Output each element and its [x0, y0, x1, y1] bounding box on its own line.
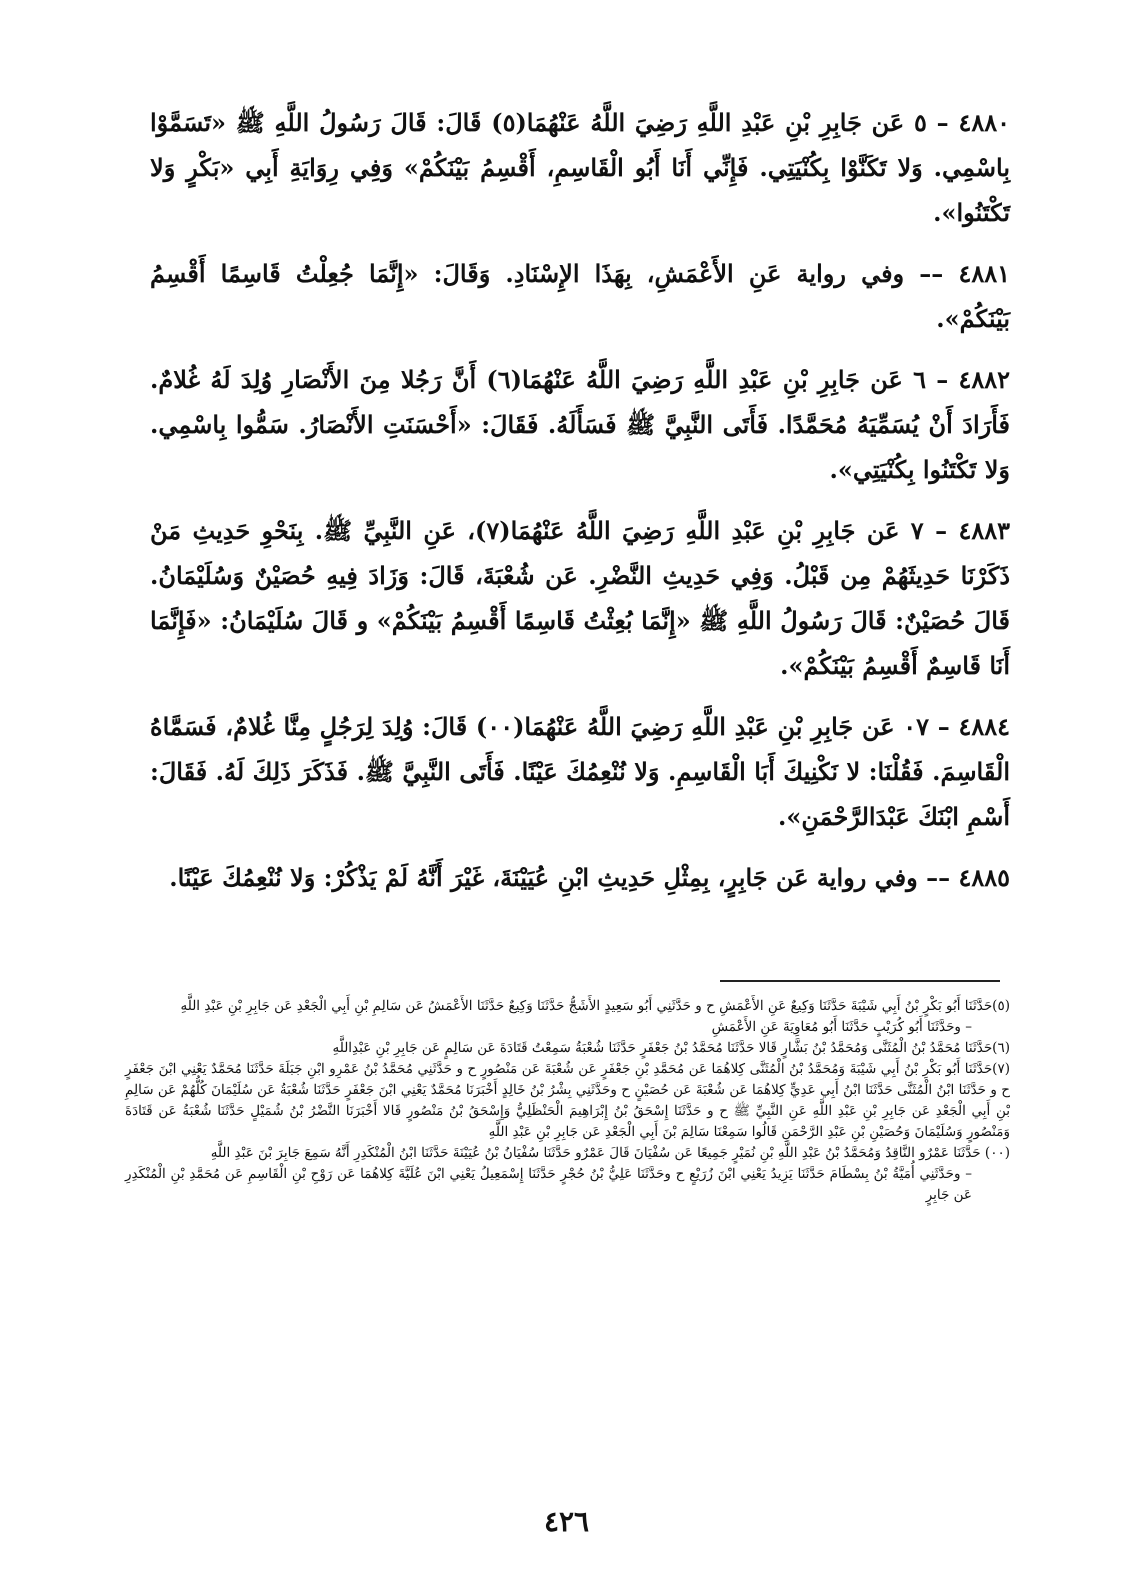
hadith-number: ٤٨٨٤: [958, 712, 1011, 741]
hadith-text: –– وفي رواية عَن جَابِرٍ، بِمِثْلِ حَدِيثِ ابْنِ عُيَيْنَةَ، غَيْرَ أَنَّهُ لَمْ يَذْكُرْ: وَلا نُنْعِمُكَ عَيْنًا.: [169, 863, 951, 892]
footnote-6: (٦)حَدَّثَنَا مُحَمَّدُ بْنُ الْمُثَنَّى وَمُحَمَّدُ بْنُ بَشَّارٍ قَالا حَدَّثَنَا مُحَمَّدُ بْنُ جَعْفَرٍ حَدَّثَنَا شُعْبَةُ سَمِعْتُ قَتَادَةَ عَن سَالِمٍ عَن جَابِرِ بْنِ عَبْدِاللَّهِ: [332, 1040, 1010, 1056]
hadith-paragraph: [150, 855, 1010, 900]
hadith-text: – ٦ عَن جَابِرِ بْنِ عَبْدِ اللَّهِ رَضِيَ اللَّهُ عَنْهُمَا(٦) أَنَّ رَجُلا مِنَ الأَنْصَارِ وُلِدَ لَهُ غُلامٌ. فَأَرَادَ أَنْ يُسَمِّيَهُ مُحَمَّدًا. فَأَتَى النَّبِيَّ ﷺ فَسَأَلَهُ. فَقَالَ: «أَحْسَنَتِ الأَنْصَارُ. سَمُّوا بِاسْمِي. وَلا تَكْتَنُوا بِكُنْيَتِي».: [150, 365, 1010, 484]
hadith-text: – ٧ عَن جَابِرِ بْنِ عَبْدِ اللَّهِ رَضِيَ اللَّهُ عَنْهُمَا(٧)، عَنِ النَّبِيِّ ﷺ. بِنَحْوِ حَدِيثِ مَنْ ذَكَرْنَا حَدِيثَهُمْ مِن قَبْلُ. وَفِي حَدِيثِ النَّضْرِ. عَن شُعْبَةَ، قَالَ: وَزَادَ فِيهِ حُصَيْنٌ وَسُلَيْمَانُ. قَالَ حُصَيْنٌ: قَالَ رَسُولُ اللَّهِ ﷺ «إِنَّمَا بُعِثْتُ قَاسِمًا أَقْسِمُ بَيْنَكُمْ» و قَالَ سُلَيْمَانُ: «فَإِنَّمَا أَنَا قَاسِمٌ أَقْسِمُ بَيْنَكُمْ».: [150, 516, 1011, 680]
footnote-separator: [720, 980, 1000, 982]
footnote-7: (٧)حَدَّثَنَا أَبُو بَكْرِ بْنُ أَبِي شَيْبَةَ وَمُحَمَّدُ بْنُ الْمُثَنَّى كِلاهُمَا عَن مُحَمَّدِ بْنِ جَعْفَرٍ عَن شُعْبَةَ عَن مَنْصُورٍ ح و حَدَّثَنِي مُحَمَّدُ بْنُ عَمْرِو ابْنِ جَبَلَةَ حَدَّثَنَا مُحَمَّدٌ يَعْنِي ابْنَ جَعْفَرٍ ح و حَدَّثَنَا ابْنُ الْمُثَنَّى حَدَّثَنَا ابْنُ أَبِي عَدِيٍّ كِلاهُمَا عَن شُعْبَةَ عَن حُصَيْنٍ ح وحَدَّثَنِي بِشْرُ بْنُ خَالِدٍ أَخْبَرَنَا مُحَمَّدٌ يَعْنِي ابْنَ جَعْفَرٍ حَدَّثَنَا شُعْبَةُ عَن سُلَيْمَانَ كُلُّهُمْ عَن سَالِمِ بْنِ أَبِي الْجَعْدِ عَن جَابِرِ بْنِ عَبْدِ اللَّهِ عَنِ النَّبِيِّ ﷺ ح و حَدَّثَنَا إِسْحَقُ بْنُ إِبْرَاهِيمَ الْحَنْظَلِيُّ وَإِسْحَقُ بْنُ مَنْصُورٍ قَالا أَخْبَرَنَا النَّضْرُ بْنُ شُمَيْلٍ حَدَّثَنَا شُعْبَةُ عَن قَتَادَةَ وَمَنْصُورٍ وَسُلَيْمَانَ وَحُصَيْنِ بْنِ عَبْدِ الرَّحْمَنِ قَالُوا سَمِعْنَا سَالِمَ بْنَ أَبِي الْجَعْدِ عَن جَابِرِ بْنِ عَبْدِ اللَّهِ: [125, 1061, 1010, 1140]
footnote-5: (٥)حَدَّثَنَا أَبُو بَكْرٍ بْنُ أَبِي شَيْبَةَ حَدَّثَنَا وَكِيعٌ عَنِ الأَعْمَشِ ح و حَدَّثَنِي أَبُو سَعِيدٍ الأَشَجُّ حَدَّثَنَا وَكِيعٌ حَدَّثَنَا الأَعْمَشُ عَن سَالِمِ بْنِ أَبِي الْجَعْدِ عَن جَابِرِ بْنِ عَبْدِ اللَّهِ: [180, 998, 1010, 1014]
hadith-paragraph: [150, 251, 1010, 341]
page-number: ٤٢٦: [543, 1505, 590, 1538]
hadith-section: [150, 100, 1010, 916]
hadith-paragraph: [150, 508, 1010, 688]
hadith-paragraph: [150, 704, 1010, 839]
hadith-number: ٤٨٨٣: [958, 516, 1011, 545]
hadith-number: ٤٨٨٢: [958, 365, 1011, 394]
hadith-text: – ٠٧ عَن جَابِرِ بْنِ عَبْدِ اللَّهِ رَضِيَ اللَّهُ عَنْهُمَا(٠٠) قَالَ: وُلِدَ لِرَجُلٍ مِنَّا غُلامٌ، فَسَمَّاهُ الْقَاسِمَ. فَقُلْنَا: لا نَكْنِيكَ أَبَا الْقَاسِمِ. وَلا نُنْعِمُكَ عَيْنًا. فَأَتَى النَّبِيَّ ﷺ. فَذَكَرَ ذَلِكَ لَهُ. فَقَالَ: أَسْمِ ابْنَكَ عَبْدَالرَّحْمَنِ».: [150, 712, 1010, 831]
footnote-00-continuation: – وحَدَّثَنِي أُمَيَّةُ بْنُ بِسْطَامَ حَدَّثَنَا يَزِيدُ يَعْنِي ابْنَ زُرَيْعٍ ح وحَدَّثَنَا عَلِيُّ بْنُ حُجْرٍ حَدَّثَنَا إِسْمَعِيلُ يَعْنِي ابْنَ عُلَيَّةَ كِلاهُمَا عَن رَوْحِ بْنِ الْقَاسِمِ عَن مُحَمَّدِ بْنِ الْمُنْكَدِرِ عَن جَابِرٍ: [125, 1166, 973, 1203]
hadith-paragraph: [150, 100, 1010, 235]
footnote-5-continuation: – وحَدَّثَنَا أَبُو كُرَيْبٍ حَدَّثَنَا أَبُو مُعَاوِيَةَ عَنِ الأَعْمَشِ: [711, 1019, 972, 1035]
hadith-number: ٤٨٨١: [958, 259, 1010, 288]
footnote-00: (٠٠) حَدَّثَنَا عَمْرٌو النَّاقِدُ وَمُحَمَّدُ بْنُ عَبْدِ اللَّهِ بْنِ نُمَيْرٍ جَمِيعًا عَن سُفْيَانَ قَالَ عَمْرٌو حَدَّثَنَا سُفْيَانُ بْنُ عُيَيْنَةَ حَدَّثَنَا ابْنُ الْمُنْكَدِرِ أَنَّهُ سَمِعَ جَابِرَ بْنَ عَبْدِ اللَّهِ: [210, 1145, 1010, 1161]
hadith-text: – ٥ عَن جَابِرِ بْنِ عَبْدِ اللَّهِ رَضِيَ اللَّهُ عَنْهُمَا(٥) قَالَ: قَالَ رَسُولُ اللَّهِ ﷺ «تَسَمَّوْا بِاسْمِي. وَلا تَكَنَّوْا بِكُنْيَتِي. فَإِنِّي أَنَا أَبُو الْقَاسِمِ، أَقْسِمُ بَيْنَكُمْ» وَفِي رِوَايَةِ أَبِي «بَكْرٍ وَلا تَكْتَنُوا».: [150, 108, 1010, 227]
footnotes-section: [125, 996, 1010, 1206]
hadith-number: ٤٨٨٠: [958, 108, 1010, 137]
hadith-number: ٤٨٨٥: [958, 863, 1010, 892]
hadith-text: –– وفي رواية عَنِ الأَعْمَشِ، بِهَذَا الإِسْنَادِ. وَقَالَ: «إِنَّمَا جُعِلْتُ قَاسِمًا أَقْسِمُ بَيْنَكُمْ».: [150, 259, 1010, 333]
hadith-paragraph: [150, 357, 1010, 492]
